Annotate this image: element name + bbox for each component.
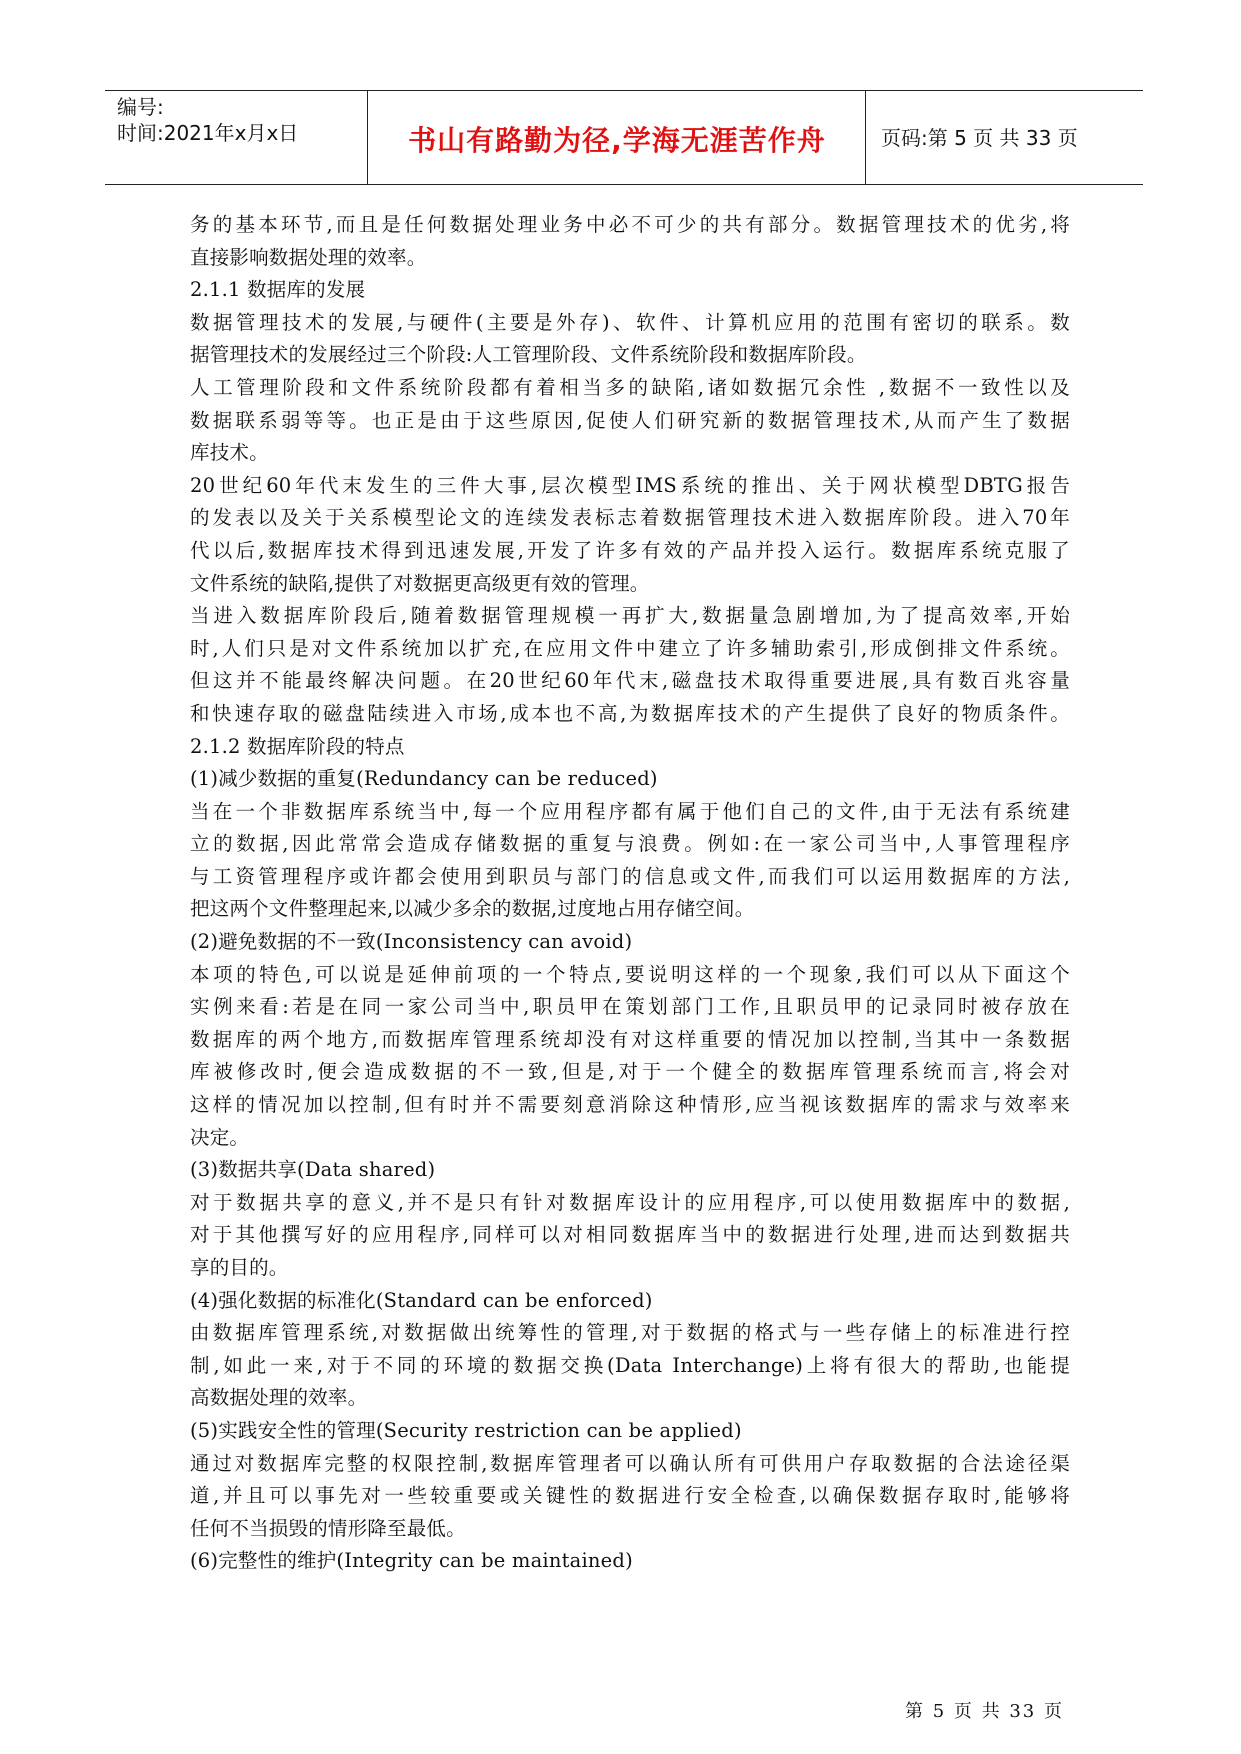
body-line: 直接影响数据处理的效率。 bbox=[190, 245, 427, 269]
body-line: 2.1.2 数据库阶段的特点 bbox=[190, 734, 405, 758]
body-line: 决定。 bbox=[190, 1125, 250, 1149]
body-line: 任何不当损毁的情形降至最低。 bbox=[190, 1516, 466, 1540]
body-line: 本项的特色,可以说是延伸前项的一个特点,要说明这样的一个现象,我们可以从下面这个 bbox=[190, 962, 1070, 986]
page-header bbox=[105, 90, 1143, 185]
body-line: (4)强化数据的标准化(Standard can be enforced) bbox=[190, 1288, 653, 1312]
body-line: 代以后,数据库技术得到迅速发展,开发了许多有效的产品并投入运行。数据库系统克服了 bbox=[190, 538, 1070, 562]
page-footer: 第 5 页 共 33 页 bbox=[905, 1701, 1064, 1722]
body-line: 时,人们只是对文件系统加以扩充,在应用文件中建立了许多辅助索引,形成倒排文件系统。 bbox=[190, 636, 1070, 660]
body-line: 人工管理阶段和文件系统阶段都有着相当多的缺陷,诸如数据冗余性 ,数据不一致性以及 bbox=[190, 375, 1070, 399]
header-page-info: 页码:第 5 页 共 33 页 bbox=[881, 126, 1078, 150]
header-motto-cell bbox=[369, 91, 866, 184]
body-line: (1)减少数据的重复(Redundancy can be reduced) bbox=[190, 767, 658, 791]
body-line: 由数据库管理系统,对数据做出统筹性的管理,对于数据的格式与一些存储上的标准进行控 bbox=[190, 1321, 1070, 1345]
body-line: 和快速存取的磁盘陆续进入市场,成本也不高,为数据库技术的产生提供了良好的物质条件。 bbox=[190, 701, 1070, 725]
body-line: (6)完整性的维护(Integrity can be maintained) bbox=[190, 1549, 633, 1573]
body-line: 2.1.1 数据库的发展 bbox=[190, 278, 366, 302]
body-line: 数据管理技术的发展,与硬件(主要是外存)、软件、计算机应用的范围有密切的联系。数 bbox=[190, 310, 1070, 334]
body-line: 20世纪60年代末发生的三件大事,层次模型IMS系统的推出、关于网状模型DBTG报告 bbox=[190, 473, 1070, 497]
body-line: 但这并不能最终解决问题。在20世纪60年代末,磁盘技术取得重要进展,具有数百兆容量 bbox=[190, 669, 1070, 693]
header-motto: 书山有路勤为径,学海无涯苦作舟 bbox=[408, 124, 826, 157]
body-line: 当进入数据库阶段后,随着数据管理规模一再扩大,数据量急剧增加,为了提高效率,开始 bbox=[190, 604, 1070, 628]
body-line: 当在一个非数据库系统当中,每一个应用程序都有属于他们自己的文件,由于无法有系统建 bbox=[190, 799, 1070, 823]
body-line: 库被修改时,便会造成数据的不一致,但是,对于一个健全的数据库管理系统而言,将会对 bbox=[190, 1060, 1070, 1084]
header-meta-cell bbox=[105, 91, 368, 184]
body-line: 道,并且可以事先对一些较重要或关键性的数据进行安全检查,以确保数据存取时,能够将 bbox=[190, 1484, 1070, 1508]
body-line: 库技术。 bbox=[190, 441, 269, 465]
body-line: 务的基本环节,而且是任何数据处理业务中必不可少的共有部分。数据管理技术的优劣,将 bbox=[190, 213, 1070, 236]
body-line: 立的数据,因此常常会造成存储数据的重复与浪费。例如:在一家公司当中,人事管理程序 bbox=[190, 832, 1070, 856]
body-line: 把这两个文件整理起来,以减少多余的数据,过度地占用存储空间。 bbox=[190, 897, 755, 921]
body-line: 这样的情况加以控制,但有时并不需要刻意消除这种情形,应当视该数据库的需求与效率来 bbox=[190, 1093, 1070, 1117]
body-line: 的发表以及关于关系模型论文的连续发表标志着数据管理技术进入数据库阶段。进入70年 bbox=[190, 506, 1070, 530]
body-line: 对于数据共享的意义,并不是只有针对数据库设计的应用程序,可以使用数据库中的数据, bbox=[190, 1190, 1070, 1214]
body-line: 通过对数据库完整的权限控制,数据库管理者可以确认所有可供用户存取数据的合法途径渠 bbox=[190, 1451, 1070, 1475]
body-line: 享的目的。 bbox=[190, 1256, 289, 1279]
body-line: 对于其他撰写好的应用程序,同样可以对相同数据库当中的数据进行处理,进而达到数据共 bbox=[190, 1223, 1070, 1247]
body-line: 制,如此一来,对于不同的环境的数据交换(Data Interchange)上将有很大的帮助,也能提 bbox=[190, 1353, 1070, 1377]
body-line: 据管理技术的发展经过三个阶段:人工管理阶段、文件系统阶段和数据库阶段。 bbox=[190, 343, 867, 367]
body-line: 实例来看:若是在同一家公司当中,职员甲在策划部门工作,且职员甲的记录同时被存放在 bbox=[190, 995, 1070, 1019]
document-time-label: 时间:2021年x月x日 bbox=[117, 121, 299, 145]
body-line: (2)避免数据的不一致(Inconsistency can avoid) bbox=[190, 930, 633, 954]
body-line: 数据联系弱等等。也正是由于这些原因,促使人们研究新的数据管理技术,从而产生了数据 bbox=[190, 408, 1070, 432]
body-line: 文件系统的缺陷,提供了对数据更高级更有效的管理。 bbox=[190, 571, 650, 595]
body-line: 高数据处理的效率。 bbox=[190, 1386, 368, 1410]
body-line: (3)数据共享(Data shared) bbox=[190, 1158, 436, 1182]
body-line: (5)实践安全性的管理(Security restriction can be applied) bbox=[190, 1418, 742, 1442]
document-number-label: 编号: bbox=[117, 95, 164, 119]
header-page-cell bbox=[867, 91, 1143, 184]
document-body bbox=[190, 209, 1070, 1578]
body-line: 与工资管理程序或许都会使用到职员与部门的信息或文件,而我们可以运用数据库的方法, bbox=[190, 864, 1070, 888]
body-line: 数据库的两个地方,而数据库管理系统却没有对这样重要的情况加以控制,当其中一条数据 bbox=[190, 1027, 1070, 1051]
